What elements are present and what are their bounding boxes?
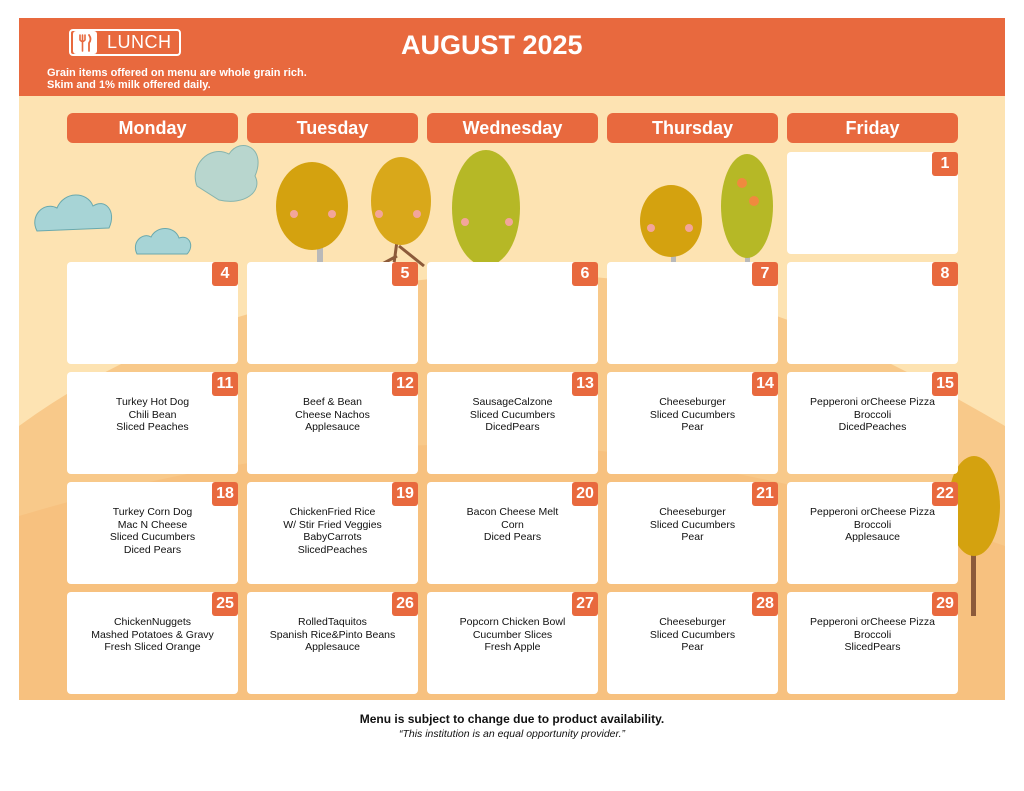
menu-item: Fresh Sliced Orange [104,641,201,653]
day-header-tuesday: Tuesday [247,113,418,143]
menu-item: Corn [501,518,524,531]
milk-note: Skim and 1% milk offered daily. [47,79,211,91]
menu-item: Cheeseburger [659,396,726,408]
calendar-day-cell [247,482,418,584]
menu-item: Fresh Apple [484,641,541,653]
menu-item: Diced Pears [483,531,542,543]
menu-item: Pear [681,421,704,433]
date-number: 27 [572,592,598,616]
menu-item: SausageCalzone [472,396,553,408]
menu-item: Turkey Hot Dog [115,396,190,408]
equal-opportunity-note: “This institution is an equal opportunity provider.” [398,728,626,740]
menu-item: Sliced Cucumbers [109,531,196,543]
date-number: 21 [752,482,778,506]
date-number: 15 [932,372,958,396]
badge-label: LUNCH [107,32,172,52]
menu-item: Pear [681,531,704,543]
menu-items [251,506,414,556]
menu-item: Cheese Nachos [295,408,370,421]
date-number: 19 [392,482,418,506]
calendar-day-cell [67,372,238,474]
menu-item: Broccoli [853,518,892,531]
date-number: 14 [752,372,778,396]
calendar-day-cell [787,482,958,584]
header-banner [19,18,1005,96]
menu-items [71,616,234,654]
day-header-monday: Monday [67,113,238,143]
calendar-day-cell [787,152,958,254]
menu-item: Sliced Cucumbers [649,628,736,641]
day-header-friday: Friday [787,113,958,143]
menu-items [431,616,594,654]
menu-item: Sliced Peaches [116,421,189,433]
menu-item: Pear [681,641,704,653]
day-header-wednesday: Wednesday [427,113,598,143]
fork-knife-icon [73,31,97,54]
cloud-icon [135,228,190,254]
date-number: 6 [572,262,598,286]
menu-items [791,616,954,654]
menu-item: Applesauce [305,641,360,653]
lunch-badge [69,29,181,56]
menu-items [71,396,234,434]
menu-item: Pepperoni orCheese Pizza [810,616,935,628]
menu-item: Cheeseburger [659,506,726,518]
date-number: 5 [392,262,418,286]
calendar-day-cell [67,262,238,364]
menu-item: BabyCarrots [303,531,362,543]
date-number: 28 [752,592,778,616]
menu-item: Sliced Cucumbers [649,408,736,421]
menu-items [431,396,594,434]
menu-item: ChickenFried Rice [289,506,376,518]
menu-item: Mashed Potatoes & Gravy [91,628,214,641]
calendar-day-cell [247,592,418,694]
menu-item: RolledTaquitos [298,616,367,628]
date-number: 4 [212,262,238,286]
date-number: 8 [932,262,958,286]
menu-item: Spanish Rice&Pinto Beans [269,628,396,641]
menu-item: DicedPeaches [838,421,907,433]
date-number: 12 [392,372,418,396]
menu-item: Beef & Bean [303,396,362,408]
day-header-thursday: Thursday [607,113,778,143]
menu-item: Pepperoni orCheese Pizza [810,396,935,408]
calendar-day-cell [67,592,238,694]
menu-item: Broccoli [853,628,892,641]
date-number: 7 [752,262,778,286]
grain-note: Grain items offered on menu are whole grain rich. [47,67,307,79]
calendar-day-cell [427,262,598,364]
cloud-icon [195,145,258,201]
menu-items [611,506,774,544]
calendar-day-cell [247,262,418,364]
date-number: 26 [392,592,418,616]
menu-item: Diced Pears [123,543,182,556]
date-number: 20 [572,482,598,506]
date-number: 25 [212,592,238,616]
date-number: 13 [572,372,598,396]
menu-item: Mac N Cheese [117,518,188,531]
calendar-day-cell [787,592,958,694]
date-number: 22 [932,482,958,506]
menu-items [251,396,414,434]
date-number: 29 [932,592,958,616]
page-title: AUGUST 2025 [401,30,583,60]
menu-item: Broccoli [853,408,892,421]
menu-items [791,506,954,544]
menu-item: SlicedPears [844,641,901,653]
calendar-day-cell [427,592,598,694]
menu-item: DicedPears [485,421,540,433]
menu-item: ChickenNuggets [113,616,192,628]
calendar-day-cell [787,262,958,364]
date-number: 1 [932,152,958,176]
menu-item: Turkey Corn Dog [112,506,193,518]
menu-item: Cucumber Slices [472,628,553,641]
menu-item: Chili Bean [128,408,177,421]
menu-item: SlicedPeaches [297,543,368,556]
availability-note: Menu is subject to change due to product availability. [359,712,665,726]
menu-item: Pepperoni orCheese Pizza [810,506,935,518]
menu-item: Sliced Cucumbers [469,408,556,421]
date-number: 18 [212,482,238,506]
calendar-day-cell [787,372,958,474]
calendar-day-cell [247,372,418,474]
calendar-day-cell [67,482,238,584]
calendar-day-cell [607,262,778,364]
calendar-day-cell [427,372,598,474]
menu-items [791,396,954,434]
menu-items [611,616,774,654]
menu-item: W/ Stir Fried Veggies [283,518,382,531]
menu-item: Cheeseburger [659,616,726,628]
cloud-icon [35,195,112,231]
menu-calendar [19,18,1005,700]
menu-items [71,506,234,556]
calendar-day-cell [427,482,598,584]
menu-items [251,616,414,654]
date-number: 11 [212,372,238,396]
calendar-day-cell [607,372,778,474]
menu-item: Applesauce [845,531,900,543]
menu-item: Popcorn Chicken Bowl [459,616,566,628]
menu-item: Applesauce [305,421,360,433]
menu-item: Bacon Cheese Melt [466,506,559,518]
calendar-day-cell [607,592,778,694]
menu-item: Sliced Cucumbers [649,518,736,531]
calendar-day-cell [607,482,778,584]
menu-items [431,506,594,544]
menu-items [611,396,774,434]
